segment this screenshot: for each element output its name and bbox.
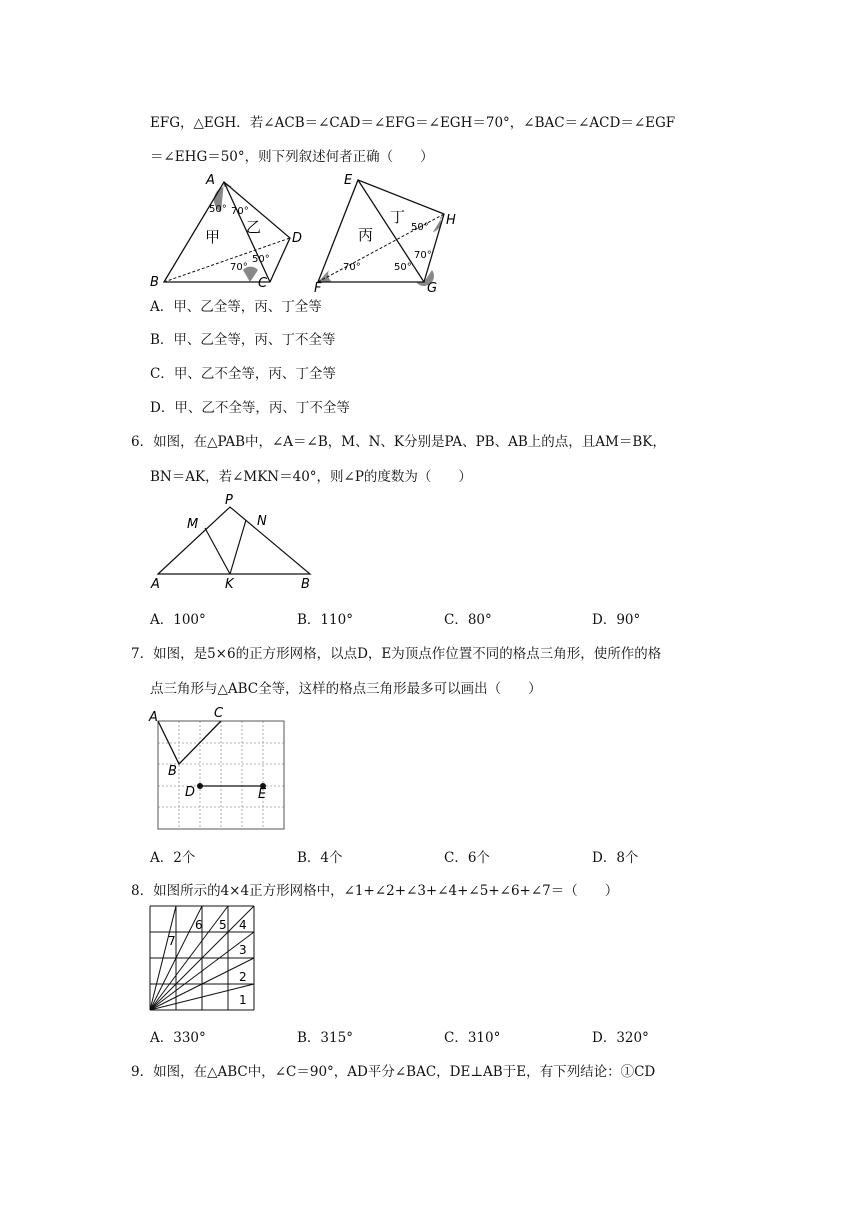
q7-option-b: B．4个 xyxy=(297,850,343,866)
q6-figure xyxy=(145,490,325,590)
q9-line1: 9．如图，在△ABC中，∠C＝90°，AD平分∠BAC，DE⊥AB于E，有下列结论：①CD xyxy=(131,1064,656,1080)
q6-line2: BN＝AK，若∠MKN＝40°，则∠P的度数为（ ） xyxy=(150,469,472,485)
q6-option-a: A．100° xyxy=(150,612,206,628)
label-P: P xyxy=(225,493,233,508)
q7-line2: 点三角形与△ABC全等，这样的格点三角形最多可以画出（ ） xyxy=(150,681,542,697)
angle-label-3: 3 xyxy=(239,943,247,957)
label-D: D xyxy=(185,785,196,800)
angle-label-5: 5 xyxy=(219,918,227,932)
label-H: H xyxy=(446,213,456,228)
q7-option-d: D．8个 xyxy=(592,850,639,866)
q7-option-a: A．2个 xyxy=(150,850,196,866)
label-B: B xyxy=(301,577,310,592)
q5-option-c: C．甲、乙不全等，丙、丁全等 xyxy=(150,366,336,382)
angle-70-A: 70° xyxy=(231,206,249,217)
q8-option-d: D．320° xyxy=(592,1030,649,1046)
label-A: A xyxy=(149,710,158,725)
label-yi: 乙 xyxy=(246,218,262,236)
q8-line1: 8．如图所示的4×4正方形网格中，∠1+∠2+∠3+∠4+∠5+∠6+∠7＝（ ） xyxy=(131,883,619,899)
angle-label-6: 6 xyxy=(195,918,203,932)
q8-option-c: C．310° xyxy=(444,1030,501,1046)
label-G: G xyxy=(427,281,438,296)
q5-option-b: B．甲、乙全等，丙、丁不全等 xyxy=(150,332,336,348)
label-C: C xyxy=(258,276,268,291)
q5-option-d: D．甲、乙不全等，丙、丁不全等 xyxy=(150,400,350,416)
angle-label-1: 1 xyxy=(239,993,247,1007)
angle-label-4: 4 xyxy=(239,918,247,932)
q8-option-a: A．330° xyxy=(150,1030,206,1046)
angle-50-G: 50° xyxy=(394,262,412,273)
label-ding: 丁 xyxy=(390,208,406,226)
q5-option-a: A．甲、乙全等，丙、丁全等 xyxy=(150,299,322,315)
angle-70-C: 70° xyxy=(230,262,248,273)
q8-option-b: B．315° xyxy=(297,1030,353,1046)
q5-figure xyxy=(140,170,470,296)
angle-50-A: 50° xyxy=(209,204,227,215)
label-jia: 甲 xyxy=(205,228,221,246)
label-C: C xyxy=(214,706,224,721)
label-E: E xyxy=(344,173,353,188)
q6-option-d: D．90° xyxy=(592,612,641,628)
label-M: M xyxy=(187,517,199,532)
label-D: D xyxy=(292,231,303,246)
angle-label-2: 2 xyxy=(239,970,247,984)
angle-50-C: 50° xyxy=(252,254,270,265)
angle-50-H: 50° xyxy=(411,222,429,233)
label-F: F xyxy=(314,281,322,296)
q7-option-c: C．6个 xyxy=(444,850,490,866)
label-K: K xyxy=(225,577,234,592)
q5-line2: ＝∠EHG＝50°，则下列叙述何者正确（ ） xyxy=(150,149,434,165)
label-B: B xyxy=(168,764,177,779)
label-A: A xyxy=(151,577,160,592)
q7-line1: 7．如图，是5×6的正方形网格，以点D，E为顶点作位置不同的格点三角形，使所作的格 xyxy=(131,646,662,662)
label-A: A xyxy=(206,173,215,188)
label-B: B xyxy=(150,275,159,290)
angle-label-7: 7 xyxy=(168,934,176,948)
q7-figure xyxy=(148,703,288,833)
q6-line1: 6．如图，在△PAB中，∠A＝∠B，M、N、K分别是PA、PB、AB上的点，且AM＝BK， xyxy=(131,434,666,450)
label-bing: 丙 xyxy=(358,226,374,244)
label-N: N xyxy=(257,514,267,529)
q6-option-b: B．110° xyxy=(297,612,353,628)
angle-70-G: 70° xyxy=(414,250,432,261)
label-E: E xyxy=(258,787,267,802)
q5-line1: EFG，△EGH．若∠ACB＝∠CAD＝∠EFG＝∠EGH＝70°，∠BAC＝∠ACD＝∠EGF xyxy=(150,115,676,131)
q8-figure xyxy=(148,904,260,1014)
q6-option-c: C．80° xyxy=(444,612,492,628)
angle-70-F: 70° xyxy=(343,262,361,273)
